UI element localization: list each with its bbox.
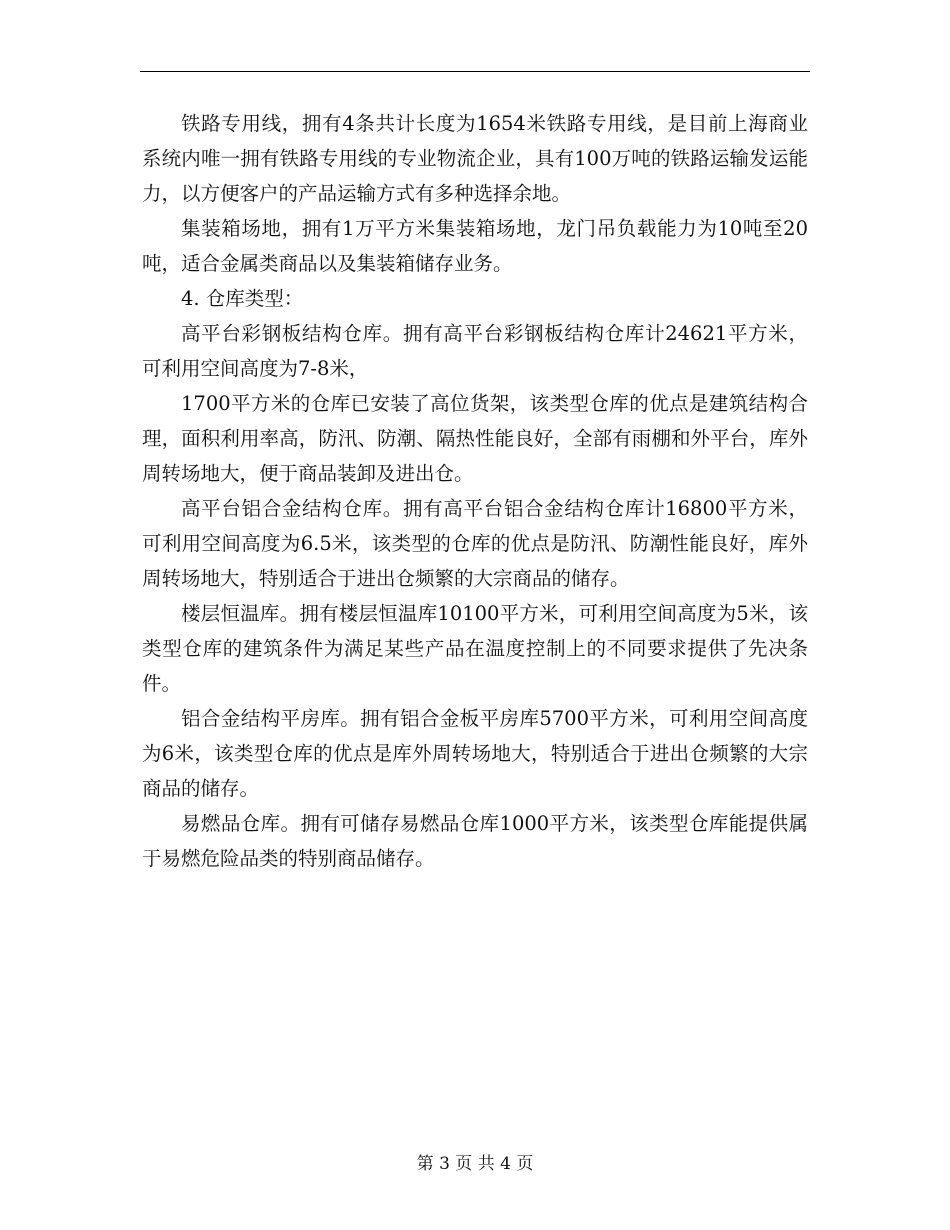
paragraph-aluminum-bungalow-warehouse: 铝合金结构平房库。拥有铝合金板平房库5700平方米，可利用空间高度为6米，该类型仓库的优点是库外周转场地大，特别适合于进出仓频繁的大宗商品的储存。	[142, 707, 808, 800]
paragraph-flammables-warehouse: 易燃品仓库。拥有可储存易燃品仓库1000平方米，该类型仓库能提供属于易燃危险品类的特别商品储存。	[142, 812, 808, 870]
paragraph-high-rack-warehouse: 1700平方米的仓库已安装了高位货架，该类型仓库的优点是建筑结构合理，面积利用率高，防汛、防潮、隔热性能良好，全部有雨棚和外平台，库外周转场地大，便于商品装卸及进出仓。	[142, 392, 808, 485]
document-body	[142, 106, 808, 876]
paragraph-container-yard: 集装箱场地，拥有1万平方米集装箱场地，龙门吊负载能力为10吨至20吨，适合金属类商品以及集装箱储存业务。	[142, 217, 808, 275]
header-rule	[140, 71, 810, 72]
section-heading-warehouse-types: 4. 仓库类型：	[181, 287, 304, 310]
page-number-footer: 第 3 页 共 4 页	[416, 1154, 534, 1174]
paragraph-constant-temp-warehouse: 楼层恒温库。拥有楼层恒温库10100平方米，可利用空间高度为5米，该类型仓库的建筑条件为满足某些产品在温度控制上的不同要求提供了先决条件。	[142, 602, 808, 695]
paragraph-railway: 铁路专用线，拥有4条共计长度为1654米铁路专用线，是目前上海商业系统内唯一拥有铁路专用线的专业物流企业，具有100万吨的铁路运输发运能力，以方便客户的产品运输方式有多种选择余地。	[142, 112, 808, 205]
paragraph-aluminum-warehouse: 高平台铝合金结构仓库。拥有高平台铝合金结构仓库计16800平方米，可利用空间高度为6.5米，该类型的仓库的优点是防汛、防潮性能良好，库外周转场地大，特别适合于进出仓频繁的大宗商品的储存。	[142, 497, 808, 590]
paragraph-color-steel-warehouse: 高平台彩钢板结构仓库。拥有高平台彩钢板结构仓库计24621平方米，可利用空间高度为7-8米，	[142, 322, 808, 380]
